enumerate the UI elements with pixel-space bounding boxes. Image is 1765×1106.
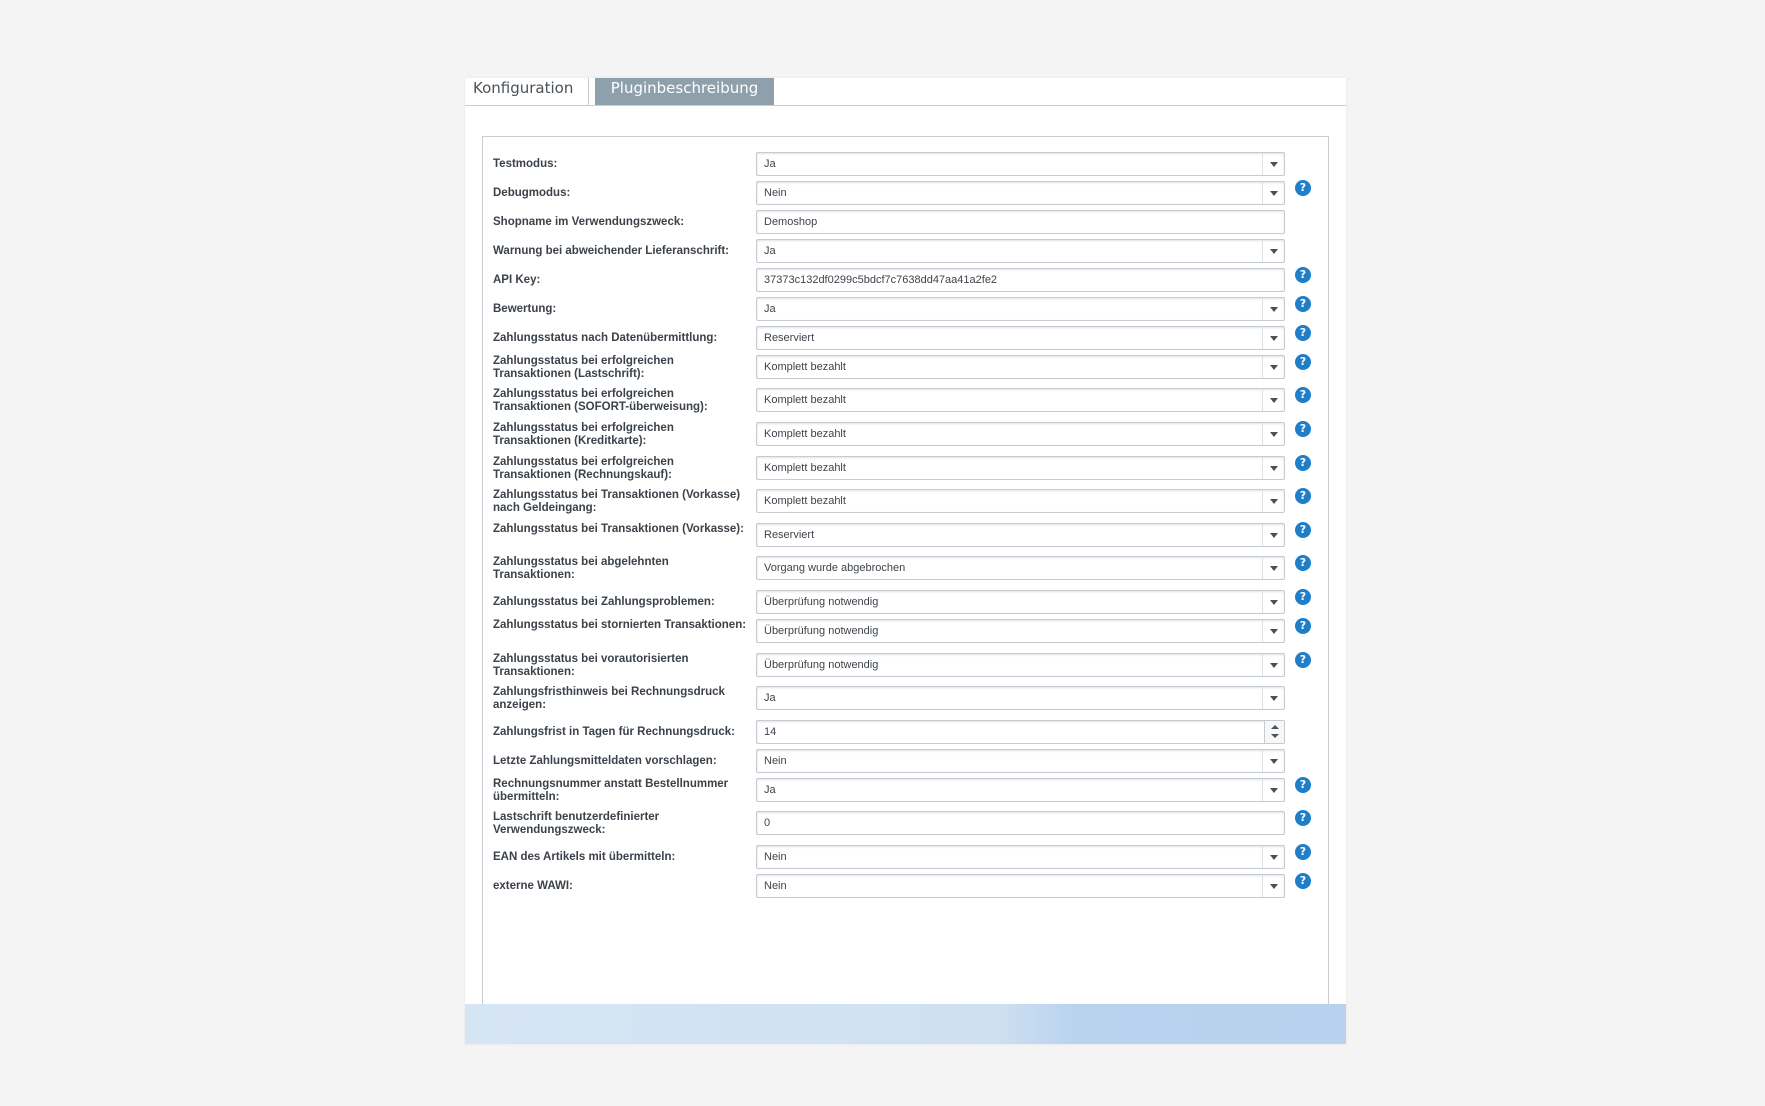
help-icon[interactable]: ?	[1295, 777, 1311, 793]
help-icon[interactable]: ?	[1295, 873, 1311, 889]
field-value: Überprüfung notwendig	[764, 596, 879, 608]
chevron-down-icon[interactable]	[1262, 591, 1284, 613]
field-value: Ja	[764, 303, 776, 315]
chevron-down-icon[interactable]	[1262, 389, 1284, 411]
field-label: Warnung bei abweichender Lieferanschrift:	[493, 245, 730, 257]
field-value: Komplett bezahlt	[764, 495, 846, 507]
field-value: Ja	[764, 784, 776, 796]
select-field[interactable]	[756, 355, 1285, 379]
help-icon[interactable]: ?	[1295, 652, 1311, 668]
field-value: Nein	[764, 851, 787, 863]
select-field[interactable]	[756, 297, 1285, 321]
text-field[interactable]	[756, 268, 1285, 292]
field-value: Ja	[764, 158, 776, 170]
help-icon[interactable]: ?	[1295, 522, 1311, 538]
tab-bar	[465, 78, 1346, 106]
chevron-down-icon[interactable]	[1262, 875, 1284, 897]
field-value: Nein	[764, 755, 787, 767]
chevron-down-icon[interactable]	[1262, 620, 1284, 642]
help-icon[interactable]: ?	[1295, 618, 1311, 634]
field-value: 0	[764, 817, 771, 829]
help-icon[interactable]: ?	[1295, 455, 1311, 471]
field-value: 37373c132df0299c5bdcf7c7638dd47aa41a2fe2	[764, 274, 998, 286]
field-label: Zahlungsfristhinweis bei Rechnungsdruck anzeigen:	[493, 686, 725, 711]
field-label: Rechnungsnummer anstatt Bestellnummer übermitteln:	[493, 778, 729, 803]
field-label: Zahlungsstatus bei erfolgreichen Transaktionen (Kreditkarte):	[493, 422, 674, 447]
help-icon[interactable]: ?	[1295, 844, 1311, 860]
chevron-down-icon[interactable]	[1262, 153, 1284, 175]
field-value: Reserviert	[764, 529, 815, 541]
field-label: Lastschrift benutzerdefinierter Verwendungszweck:	[493, 811, 660, 836]
footer-bar	[465, 1004, 1346, 1044]
help-icon[interactable]: ?	[1295, 810, 1311, 826]
chevron-down-icon[interactable]	[1262, 182, 1284, 204]
tab-pluginbeschreibung[interactable]: Pluginbeschreibung	[595, 78, 774, 105]
spin-up-icon[interactable]	[1271, 725, 1279, 729]
help-icon[interactable]: ?	[1295, 354, 1311, 370]
select-field[interactable]	[756, 489, 1285, 513]
chevron-down-icon[interactable]	[1262, 779, 1284, 801]
field-value: 14	[764, 726, 777, 738]
select-field[interactable]	[756, 239, 1285, 263]
field-value: Überprüfung notwendig	[764, 625, 879, 637]
chevron-down-icon[interactable]	[1262, 356, 1284, 378]
text-field[interactable]	[756, 210, 1285, 234]
select-field[interactable]	[756, 778, 1285, 802]
field-label: EAN des Artikels mit übermitteln:	[493, 851, 676, 863]
field-label: API Key:	[493, 274, 541, 286]
chevron-down-icon[interactable]	[1262, 490, 1284, 512]
chevron-down-icon[interactable]	[1262, 524, 1284, 546]
config-form	[482, 136, 1329, 1044]
field-label: Zahlungsstatus bei Transaktionen (Vorkasse) nach Geldeingang:	[493, 489, 741, 514]
select-field[interactable]	[756, 619, 1285, 643]
field-value: Ja	[764, 245, 776, 257]
help-icon[interactable]: ?	[1295, 387, 1311, 403]
select-field[interactable]	[756, 874, 1285, 898]
help-icon[interactable]: ?	[1295, 267, 1311, 283]
chevron-down-icon[interactable]	[1262, 298, 1284, 320]
field-label: Testmodus:	[493, 158, 558, 170]
chevron-down-icon[interactable]	[1262, 654, 1284, 676]
field-value: Komplett bezahlt	[764, 361, 846, 373]
field-label: Bewertung:	[493, 303, 557, 315]
field-value: Demoshop	[764, 216, 818, 228]
field-label: Zahlungsstatus nach Datenübermittlung:	[493, 332, 718, 344]
field-label: Zahlungsstatus bei vorautorisierten Transaktionen:	[493, 653, 689, 678]
chevron-down-icon[interactable]	[1262, 240, 1284, 262]
field-label: externe WAWI:	[493, 880, 573, 892]
select-field[interactable]	[756, 590, 1285, 614]
field-label: Zahlungsstatus bei Transaktionen (Vorkasse):	[493, 523, 744, 535]
help-icon[interactable]: ?	[1295, 555, 1311, 571]
field-label: Zahlungsstatus bei erfolgreichen Transaktionen (SOFORT-überweisung):	[493, 388, 708, 413]
field-label: Shopname im Verwendungszweck:	[493, 216, 685, 228]
chevron-down-icon[interactable]	[1262, 557, 1284, 579]
chevron-down-icon[interactable]	[1262, 423, 1284, 445]
field-label: Zahlungsstatus bei Zahlungsproblemen:	[493, 596, 715, 608]
field-value: Komplett bezahlt	[764, 428, 846, 440]
chevron-down-icon[interactable]	[1262, 457, 1284, 479]
tab-konfiguration[interactable]: Konfiguration	[473, 78, 589, 105]
field-label: Zahlungsfrist in Tagen für Rechnungsdruck:	[493, 726, 735, 738]
help-icon[interactable]: ?	[1295, 180, 1311, 196]
select-field[interactable]	[756, 686, 1285, 710]
field-value: Nein	[764, 187, 787, 199]
select-field[interactable]	[756, 653, 1285, 677]
plugin-config-window	[465, 78, 1346, 1044]
select-field[interactable]	[756, 422, 1285, 446]
field-value: Reserviert	[764, 332, 815, 344]
select-field[interactable]	[756, 845, 1285, 869]
help-icon[interactable]: ?	[1295, 325, 1311, 341]
help-icon[interactable]: ?	[1295, 488, 1311, 504]
field-label: Debugmodus:	[493, 187, 571, 199]
field-value: Komplett bezahlt	[764, 462, 846, 474]
select-field[interactable]	[756, 388, 1285, 412]
field-label: Zahlungsstatus bei stornierten Transaktionen:	[493, 619, 747, 631]
field-value: Komplett bezahlt	[764, 394, 846, 406]
field-value: Ja	[764, 692, 776, 704]
field-label: Zahlungsstatus bei abgelehnten Transaktionen:	[493, 556, 669, 581]
select-field[interactable]	[756, 556, 1285, 580]
field-label: Letzte Zahlungsmitteldaten vorschlagen:	[493, 755, 717, 767]
chevron-down-icon[interactable]	[1262, 687, 1284, 709]
field-label: Zahlungsstatus bei erfolgreichen Transaktionen (Lastschrift):	[493, 355, 674, 380]
number-field[interactable]	[756, 720, 1285, 744]
spin-down-icon[interactable]	[1271, 734, 1279, 738]
select-field[interactable]	[756, 326, 1285, 350]
select-field[interactable]	[756, 152, 1285, 176]
help-icon[interactable]: ?	[1295, 589, 1311, 605]
select-field[interactable]	[756, 456, 1285, 480]
chevron-down-icon[interactable]	[1262, 327, 1284, 349]
help-icon[interactable]: ?	[1295, 296, 1311, 312]
help-icon[interactable]: ?	[1295, 421, 1311, 437]
field-value: Überprüfung notwendig	[764, 659, 879, 671]
select-field[interactable]	[756, 181, 1285, 205]
select-field[interactable]	[756, 749, 1285, 773]
spinner-buttons[interactable]	[1264, 720, 1285, 744]
field-label: Zahlungsstatus bei erfolgreichen Transaktionen (Rechnungskauf):	[493, 456, 674, 481]
text-field[interactable]	[756, 811, 1285, 835]
field-value: Nein	[764, 880, 787, 892]
select-field[interactable]	[756, 523, 1285, 547]
chevron-down-icon[interactable]	[1262, 750, 1284, 772]
field-value: Vorgang wurde abgebrochen	[764, 562, 906, 574]
chevron-down-icon[interactable]	[1262, 846, 1284, 868]
